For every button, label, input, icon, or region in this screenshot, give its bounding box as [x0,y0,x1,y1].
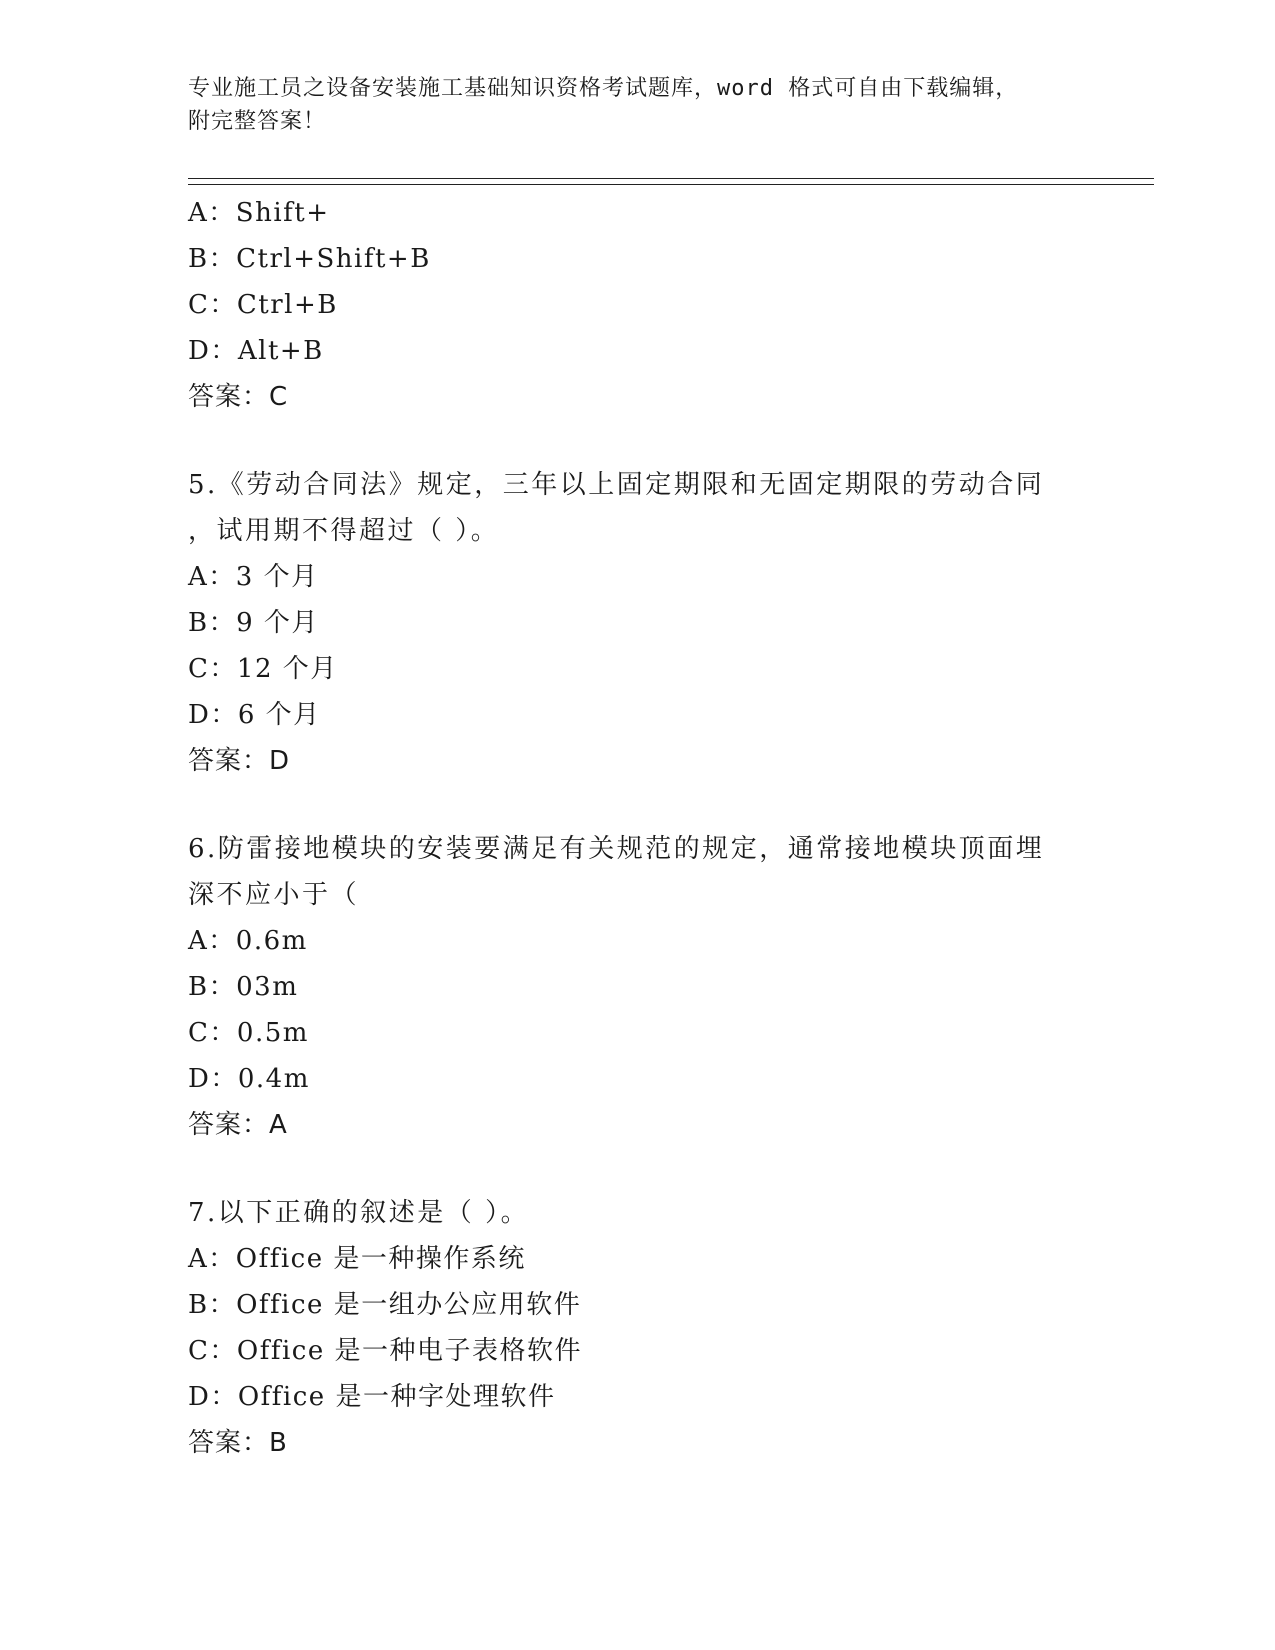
option-d: D：Office 是一种字处理软件 [188,1382,556,1412]
option-d: D：0.4m [188,1064,310,1094]
option-b: B：Ctrl+Shift+B [188,244,431,274]
header-line-1: 专业施工员之设备安装施工基础知识资格考试题库，word 格式可自由下载编辑， [188,76,1019,101]
question-stem-line: ，试用期不得超过（ ）。 [188,516,500,546]
answer-line: 答案：A [188,1110,288,1140]
option-b: B：Office 是一组办公应用软件 [188,1290,582,1320]
document-header [188,72,1068,138]
question-6 [188,826,1088,1148]
option-c: C：Office 是一种电子表格软件 [188,1336,582,1366]
option-d: D：Alt+B [188,336,324,366]
option-b: B：03m [188,972,299,1002]
option-c: C：0.5m [188,1018,309,1048]
option-a: A：3 个月 [188,562,319,592]
question-7 [188,1190,1088,1466]
question-4 [188,190,1088,420]
question-stem-line: 深不应小于（ [188,880,360,910]
option-b: B：9 个月 [188,608,319,638]
answer-line: 答案：C [188,382,289,412]
header-divider [188,178,1154,185]
option-d: D：6 个月 [188,700,321,730]
header-line-2: 附完整答案！ [188,109,327,134]
question-stem-line: 6.防雷接地模块的安装要满足有关规范的规定，通常接地模块顶面埋 [188,834,1045,864]
question-stem-line: 5.《劳动合同法》规定，三年以上固定期限和无固定期限的劳动合同 [188,470,1045,500]
option-c: C：12 个月 [188,654,338,684]
answer-line: 答案：D [188,746,291,776]
option-a: A：Office 是一种操作系统 [188,1244,526,1274]
question-list [188,190,1088,1466]
option-c: C：Ctrl+B [188,290,338,320]
option-a: A：0.6m [188,926,308,956]
question-stem-line: 7.以下正确的叙述是（ ）。 [188,1198,530,1228]
answer-line: 答案：B [188,1428,288,1458]
question-5 [188,462,1088,784]
option-a: A：Shift+ [188,198,330,228]
